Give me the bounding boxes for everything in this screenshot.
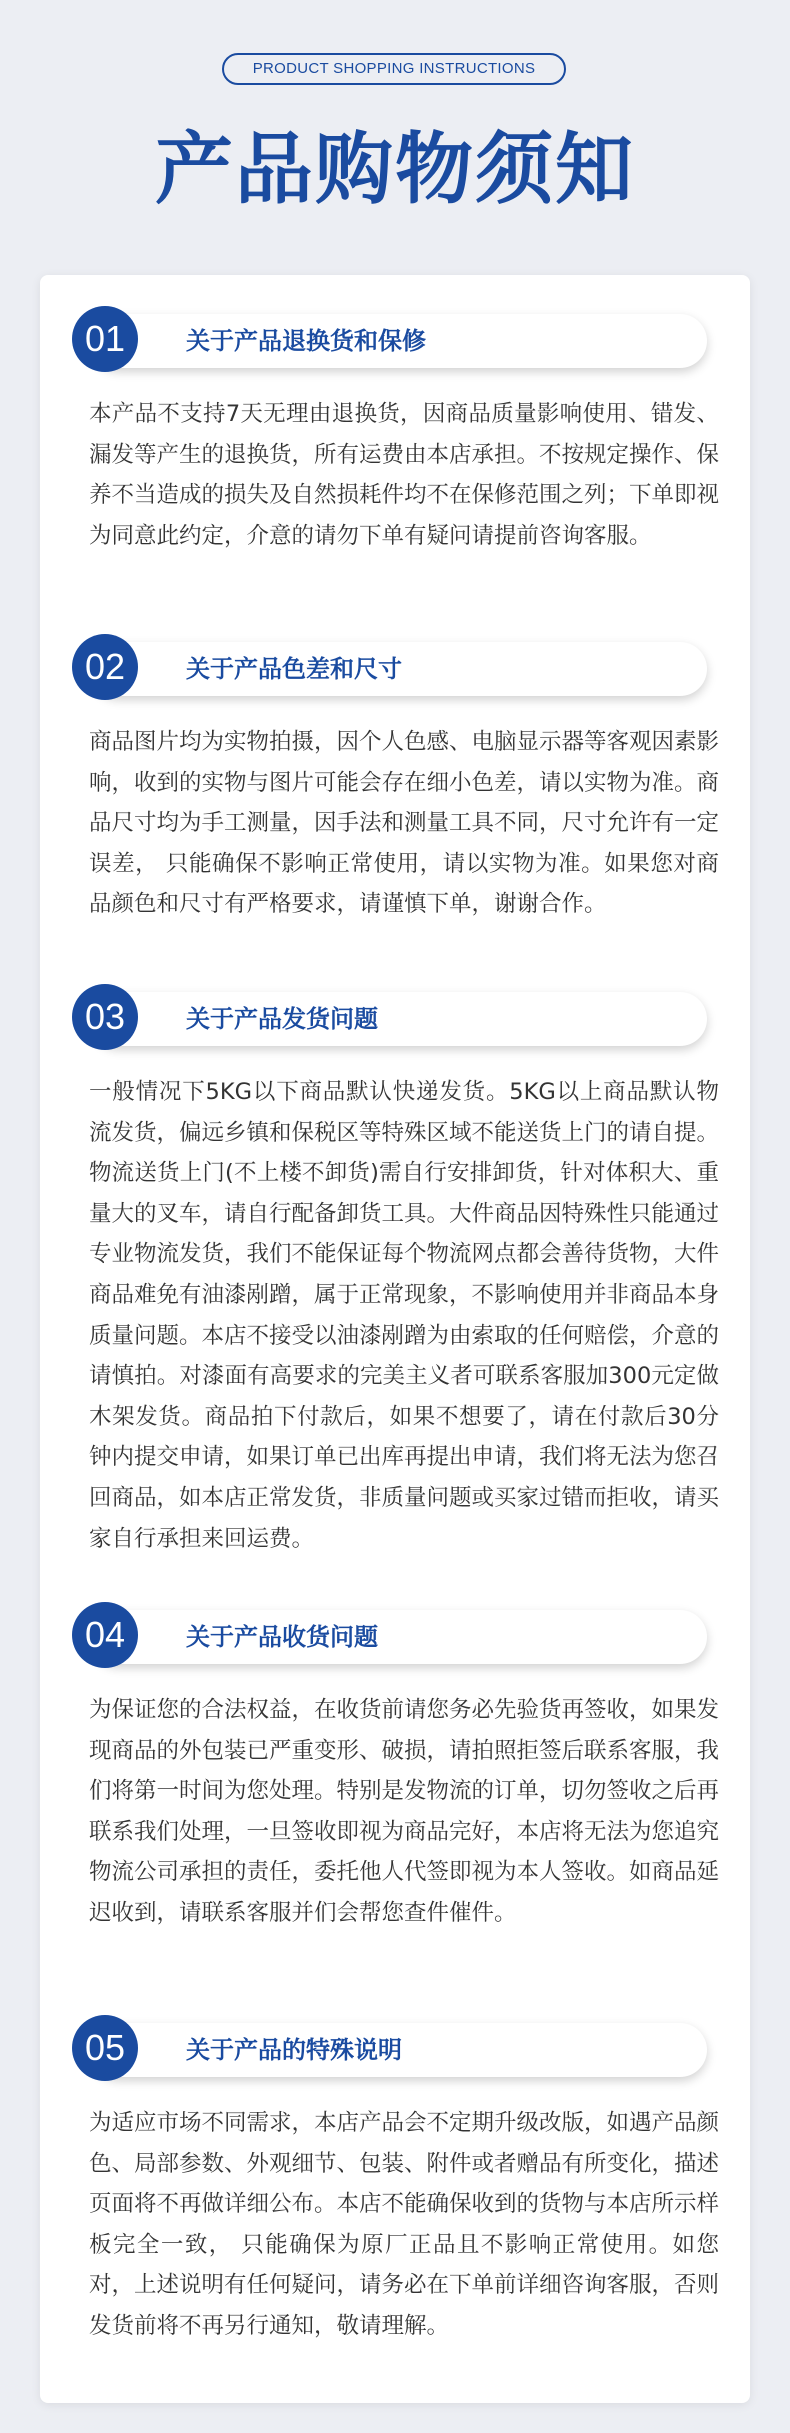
- section-title: 关于产品退换货和保修: [186, 327, 426, 355]
- section-number-badge: 02: [72, 634, 138, 700]
- section-number-badge: 01: [72, 306, 138, 372]
- section-number-badge: 05: [72, 2015, 138, 2081]
- content-card: [40, 275, 750, 2403]
- section-header-bar: [92, 992, 707, 1046]
- section-header: [72, 2015, 710, 2081]
- section-body: 一般情况下5KG以下商品默认快递发货。5KG以上商品默认物流发货，偏远乡镇和保税区等特殊区域不能送货上门的请自提。物流送货上门(不上楼不卸货)需自行安排卸货，针对体积大、重量大的叉车，请自行配备卸货工具。大件商品因特殊性只能通过专业物流发货，我们不能保证每个物流网点都会善待货物，大件商品难免有油漆剐蹭，属于正常现象，不影响使用并非商品本身质量问题。本店不接受以油漆剐蹭为由索取的任何赔偿，介意的请慎拍。对漆面有高要求的完美主义者可联系客服加300元定做木架发货。商品拍下付款后，如果不想要了，请在付款后30分钟内提交申请，如果订单已出库再提出申请，我们将无法为您召回商品，如本店正常发货，非质量问题或买家过错而拒收，请买家自行承担来回运费。: [89, 1079, 720, 1552]
- section-title: 关于产品收货问题: [186, 1623, 378, 1651]
- section-body: 商品图片均为实物拍摄，因个人色感、电脑显示器等客观因素影响，收到的实物与图片可能会存在细小色差，请以实物为准。商品尺寸均为手工测量，因手法和测量工具不同，尺寸允许有一定误差， 只能确保不影响正常使用，请以实物为准。如果您对商品颜色和尺寸有严格要求，请谨慎下单，谢谢合作。: [89, 729, 720, 918]
- subtitle-badge: PRODUCT SHOPPING INSTRUCTIONS: [222, 53, 566, 85]
- section-header: [72, 1602, 710, 1668]
- section-header: [72, 306, 710, 372]
- section-title: 关于产品发货问题: [186, 1005, 378, 1033]
- section-number-badge: 03: [72, 984, 138, 1050]
- section-body: 本产品不支持7天无理由退换货，因商品质量影响使用、错发、漏发等产生的退换货，所有运费由本店承担。不按规定操作、保养不当造成的损失及自然损耗件均不在保修范围之列；下单即视为同意此约定，介意的请勿下单有疑问请提前咨询客服。: [89, 401, 720, 549]
- header: [0, 0, 790, 270]
- section-header: [72, 984, 710, 1050]
- section-body: 为保证您的合法权益，在收货前请您务必先验货再签收，如果发现商品的外包装已严重变形、破损，请拍照拒签后联系客服，我们将第一时间为您处理。特别是发物流的订单，切勿签收之后再联系我们处理，一旦签收即视为商品完好，本店将无法为您追究物流公司承担的责任，委托他人代签即视为本人签收。如商品延迟收到，请联系客服并们会帮您查件催件。: [89, 1697, 720, 1926]
- section-header: [72, 634, 710, 700]
- section-body: 为适应市场不同需求，本店产品会不定期升级改版，如遇产品颜色、局部参数、外观细节、包装、附件或者赠品有所变化，描述页面将不再做详细公布。本店不能确保收到的货物与本店所示样板完全一致， 只能确保为原厂正品且不影响正常使用。如您对，上述说明有任何疑问，请务必在下单前详细咨询客服，否则发货前将不再另行通知，敬请理解。: [89, 2110, 720, 2339]
- page-title: 产品购物须知: [154, 125, 635, 215]
- section-title: 关于产品的特殊说明: [186, 2036, 402, 2064]
- section-header-bar: [92, 1610, 707, 1664]
- section-title: 关于产品色差和尺寸: [186, 655, 402, 683]
- section-number-badge: 04: [72, 1602, 138, 1668]
